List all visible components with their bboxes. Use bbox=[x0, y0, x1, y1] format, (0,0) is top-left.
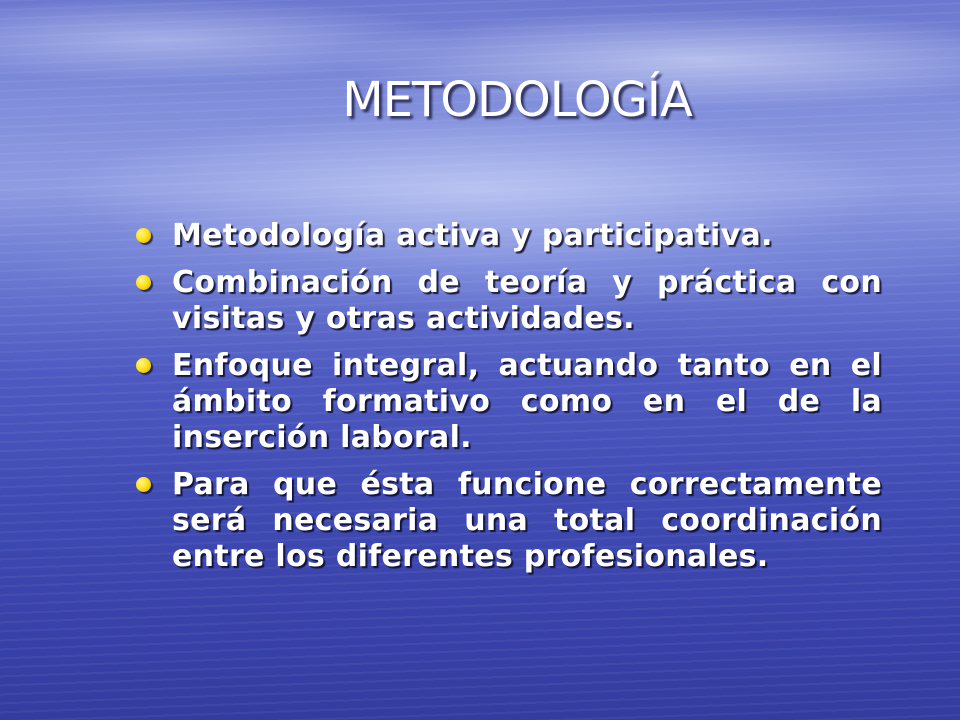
bullet-text: Combinación de teoría y práctica con visitas y otras actividades. bbox=[172, 265, 882, 336]
bullet-icon bbox=[136, 228, 151, 243]
list-item bbox=[136, 348, 882, 456]
list-item bbox=[136, 218, 882, 254]
bullet-text: Para que ésta funcione correctamente será necesaria una total coordinación entre los diferentes profesionales. bbox=[172, 467, 882, 574]
bullet-icon bbox=[136, 358, 151, 373]
bullet-list bbox=[136, 218, 882, 586]
list-item bbox=[136, 467, 882, 575]
slide-title: METODOLOGÍA bbox=[342, 72, 692, 128]
list-item bbox=[136, 265, 882, 337]
bullet-text: Enfoque integral, actuando tanto en el ámbito formativo como en el de la inserción laboral. bbox=[172, 348, 882, 455]
bullet-text: Metodología activa y participativa. bbox=[172, 218, 773, 253]
bullet-icon bbox=[136, 477, 151, 492]
bullet-icon bbox=[136, 275, 151, 290]
